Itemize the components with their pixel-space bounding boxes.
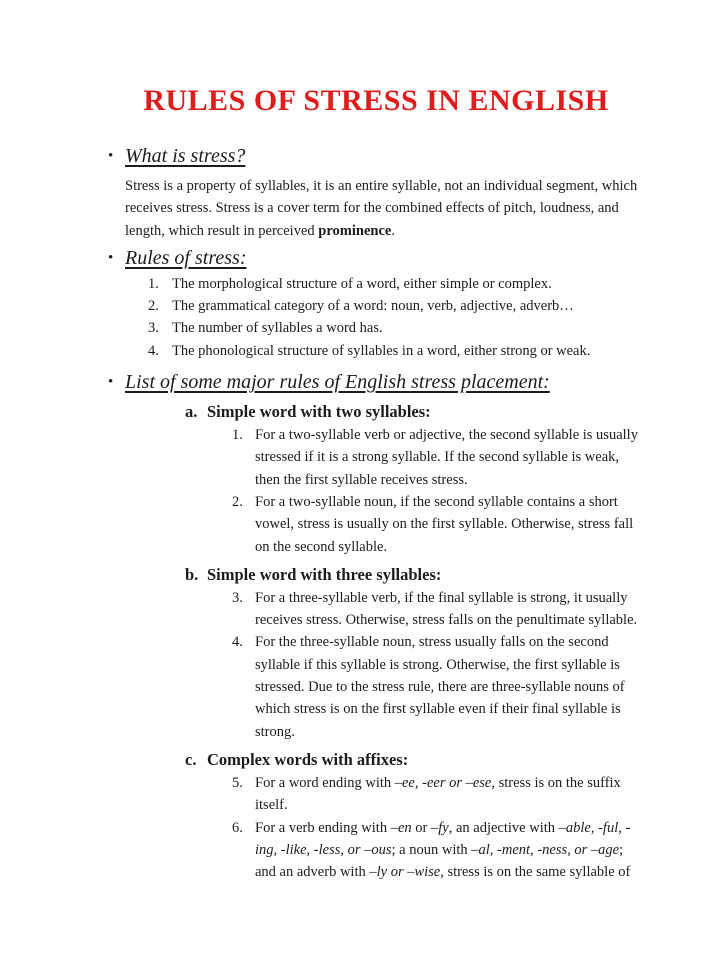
list-item	[232, 491, 644, 558]
subsection-heading-b	[185, 564, 644, 585]
list-item	[108, 317, 644, 339]
list-item	[232, 772, 644, 817]
text-segment: , stress is on the same syllable of	[440, 864, 631, 881]
bullet-icon: •	[108, 148, 114, 164]
text-segment: For a verb ending with	[255, 819, 391, 836]
list-item	[108, 340, 644, 362]
subsection-letter: a.	[185, 402, 198, 422]
item-text	[255, 772, 644, 817]
text-segment: , stress is on the suffix itself.	[255, 774, 621, 814]
item-number: 1.	[148, 275, 159, 292]
list-item	[232, 817, 644, 884]
page-title: RULES OF STRESS IN ENGLISH	[143, 84, 609, 117]
item-text: The grammatical category of a word: noun, verb, adjective, adverb…	[172, 298, 574, 315]
item-number: 4.	[148, 342, 159, 359]
item-number: 1.	[232, 427, 243, 444]
list-item	[232, 424, 644, 491]
subsection-title: Simple word with two syllables:	[207, 402, 431, 422]
item-number: 2.	[232, 493, 243, 510]
subsection-letter: b.	[185, 564, 199, 584]
paragraph-bold-word: prominence	[318, 222, 392, 239]
subsection-title: Simple word with three syllables:	[207, 564, 442, 584]
text-segment: or	[411, 819, 431, 836]
text-segment: , an adjective with	[448, 819, 559, 836]
italic-suffixes: –ee, -eer or –ese	[394, 774, 492, 791]
topic-rules-of-stress	[108, 246, 644, 271]
heading-rules-of-stress: Rules of stress:	[125, 246, 247, 269]
item-number: 3.	[148, 320, 159, 337]
subsection-heading-c	[185, 749, 644, 770]
item-text	[255, 817, 644, 884]
italic-suffixes: –en	[390, 819, 412, 836]
item-number: 2.	[148, 298, 159, 315]
paragraph-period: .	[391, 222, 395, 239]
italic-suffixes: –ly or –wise	[369, 864, 441, 881]
item-number: 5.	[232, 774, 243, 791]
bullet-icon: •	[108, 374, 114, 391]
text-segment: ; a noun with	[391, 841, 472, 858]
topic-what-is-stress	[108, 144, 644, 169]
subsection-title: Complex words with affixes:	[207, 749, 409, 769]
item-text: For the three-syllable noun, stress usually falls on the second syllable if this syllable is strong. Otherwise, the first syllable is stressed. Due to the stress rule, there are three-syllable nouns of which stress is on the first syllable even if their final syllable is strong.	[255, 634, 625, 740]
stress-definition-paragraph	[125, 175, 644, 242]
italic-suffixes: –al, -ment, -ness, or –age	[471, 841, 620, 858]
text-segment: ; and an adverb with	[255, 841, 624, 881]
item-text: The number of syllables a word has.	[172, 320, 383, 337]
list-item	[108, 273, 644, 295]
list-item	[232, 631, 644, 742]
item-text: The phonological structure of syllables in a word, either strong or weak.	[172, 342, 591, 359]
heading-what-is-stress: What is stress?	[125, 145, 246, 167]
paragraph-text: Stress is a property of syllables, it is an entire syllable, not an individual segment, which receives stress. Stress is a cover term for the combined effects of pitch, loudness, and length, which result in perceived	[125, 178, 638, 239]
item-number: 4.	[232, 634, 243, 651]
item-text: For a three-syllable verb, if the final syllable is strong, it usually receives stress. Otherwise, stress falls on the penultimate syllable.	[255, 589, 638, 629]
rules-of-stress-list	[108, 273, 644, 362]
item-text: For a two-syllable verb or adjective, the second syllable is usually stressed if it is a strong syllable. If the second syllable is weak, then the first syllable receives stress.	[255, 427, 638, 488]
list-item	[232, 587, 644, 632]
subsection-letter: c.	[185, 749, 197, 769]
bullet-icon: •	[108, 249, 114, 266]
item-text: The morphological structure of a word, either simple or complex.	[172, 275, 552, 292]
topic-major-rules	[108, 370, 644, 395]
text-segment: For a word ending with	[255, 774, 395, 791]
item-text: For a two-syllable noun, if the second syllable contains a short vowel, stress is usually on the first syllable. Otherwise, stress fall on the second syllable.	[255, 493, 634, 555]
italic-suffixes: –fy	[431, 819, 449, 836]
item-number: 3.	[232, 589, 243, 606]
item-number: 6.	[232, 819, 243, 836]
subsection-heading-a	[185, 401, 644, 422]
heading-major-rules: List of some major rules of English stress placement:	[125, 371, 550, 394]
italic-suffixes: –able, -ful, -ing, -like, -less, or –ous	[255, 819, 631, 858]
list-item	[108, 295, 644, 317]
